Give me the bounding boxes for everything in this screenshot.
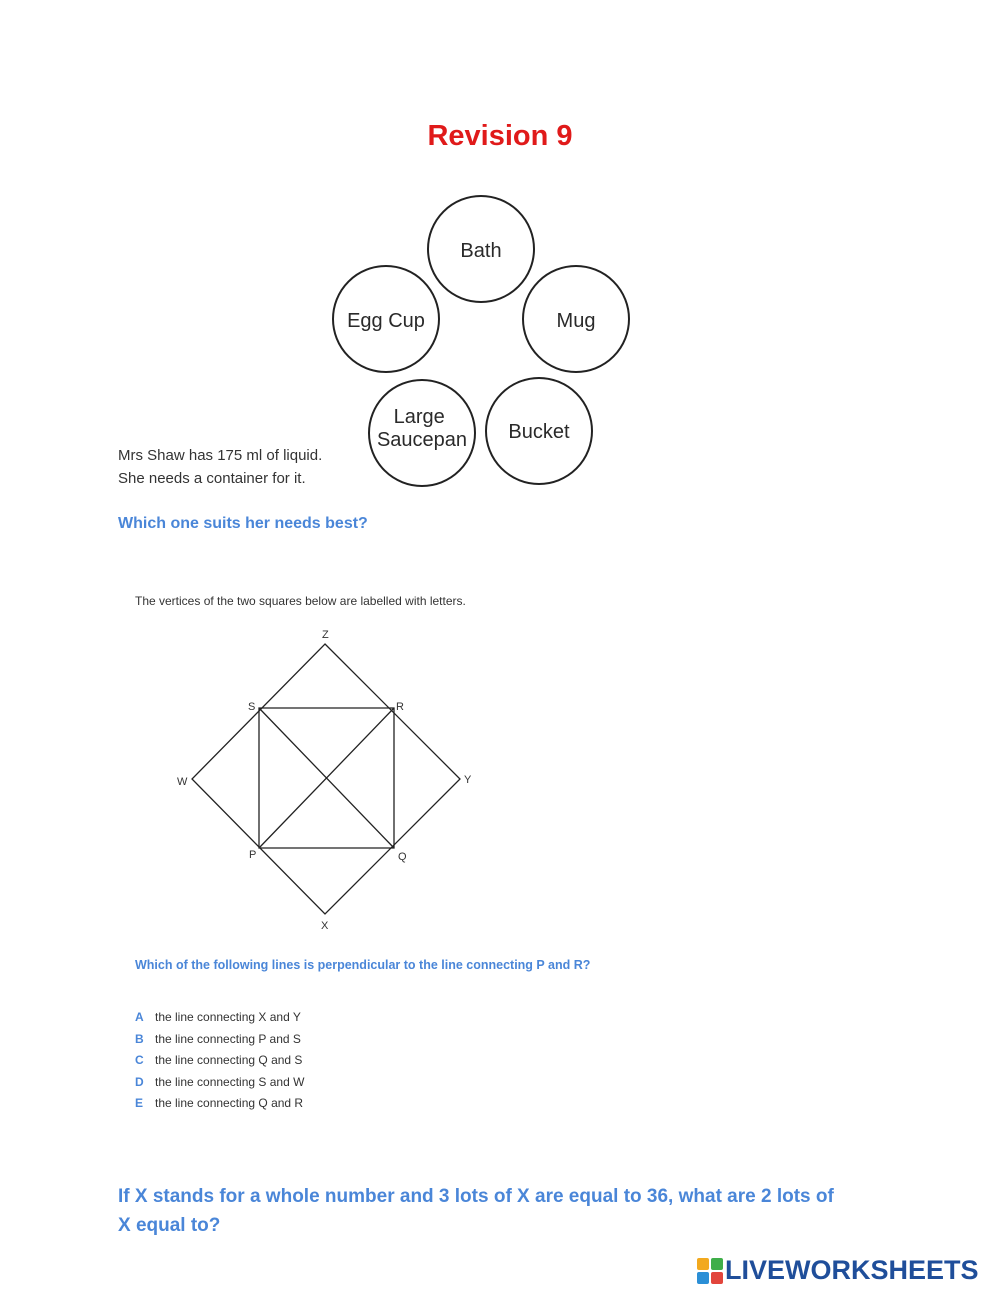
container-mug-label: Mug xyxy=(556,310,596,332)
liveworksheets-logo[interactable] xyxy=(697,1255,979,1286)
vertex-z: Z xyxy=(322,629,329,641)
container-large-saucepan[interactable] xyxy=(369,380,475,486)
liveworksheets-badge-icon xyxy=(697,1258,723,1284)
vertex-w: W xyxy=(177,776,188,788)
vertex-q: Q xyxy=(398,851,407,863)
squares-diagram xyxy=(165,620,485,940)
q2-intro: The vertices of the two squares below are labelled with letters. xyxy=(135,594,466,608)
container-bucket-label: Bucket xyxy=(508,421,570,443)
vertex-s: S xyxy=(248,701,256,713)
vertex-p: P xyxy=(249,849,257,861)
option-letter: A xyxy=(135,1010,144,1024)
option-letter: C xyxy=(135,1053,144,1067)
option-letter: D xyxy=(135,1075,144,1089)
container-mug[interactable] xyxy=(523,266,629,372)
saucepan-label-line2: Saucepan xyxy=(376,429,468,451)
option-a[interactable] xyxy=(135,1010,301,1024)
q2-question: Which of the following lines is perpendicular to the line connecting P and R? xyxy=(135,958,591,972)
containers-diagram xyxy=(320,195,640,495)
vertex-y: Y xyxy=(464,774,472,786)
option-d[interactable] xyxy=(135,1075,304,1089)
option-text: the line connecting Q and R xyxy=(155,1096,304,1110)
vertex-r: R xyxy=(396,701,404,713)
q3-question: If X stands for a whole number and 3 lots of X are equal to 36, what are 2 lots of X equal to? xyxy=(118,1186,834,1236)
option-text: the line connecting X and Y xyxy=(155,1010,301,1024)
page-title: Revision 9 xyxy=(427,120,573,152)
option-letter: E xyxy=(135,1096,144,1110)
option-c[interactable] xyxy=(135,1053,302,1067)
container-egg-cup[interactable] xyxy=(333,266,439,372)
q1-text-line2: She needs a container for it. xyxy=(118,470,306,487)
container-egg-cup-label: Egg Cup xyxy=(347,310,425,332)
option-text: the line connecting P and S xyxy=(155,1032,301,1046)
vertex-x: X xyxy=(321,920,329,932)
container-bucket[interactable] xyxy=(486,378,592,484)
logo-text: LIVEWORKSHEETS xyxy=(725,1255,979,1285)
container-bath-label: Bath xyxy=(460,240,502,262)
saucepan-label-line1: Large xyxy=(393,406,445,428)
option-text: the line connecting Q and S xyxy=(155,1053,303,1067)
option-letter: B xyxy=(135,1032,144,1046)
option-b[interactable] xyxy=(135,1032,301,1046)
q1-text-line1: Mrs Shaw has 175 ml of liquid. xyxy=(118,447,323,464)
option-text: the line connecting S and W xyxy=(155,1075,305,1089)
container-bath[interactable] xyxy=(428,196,534,302)
container-large-saucepan-label xyxy=(377,406,467,451)
q1-question: Which one suits her needs best? xyxy=(118,515,368,532)
option-e[interactable] xyxy=(135,1096,303,1110)
